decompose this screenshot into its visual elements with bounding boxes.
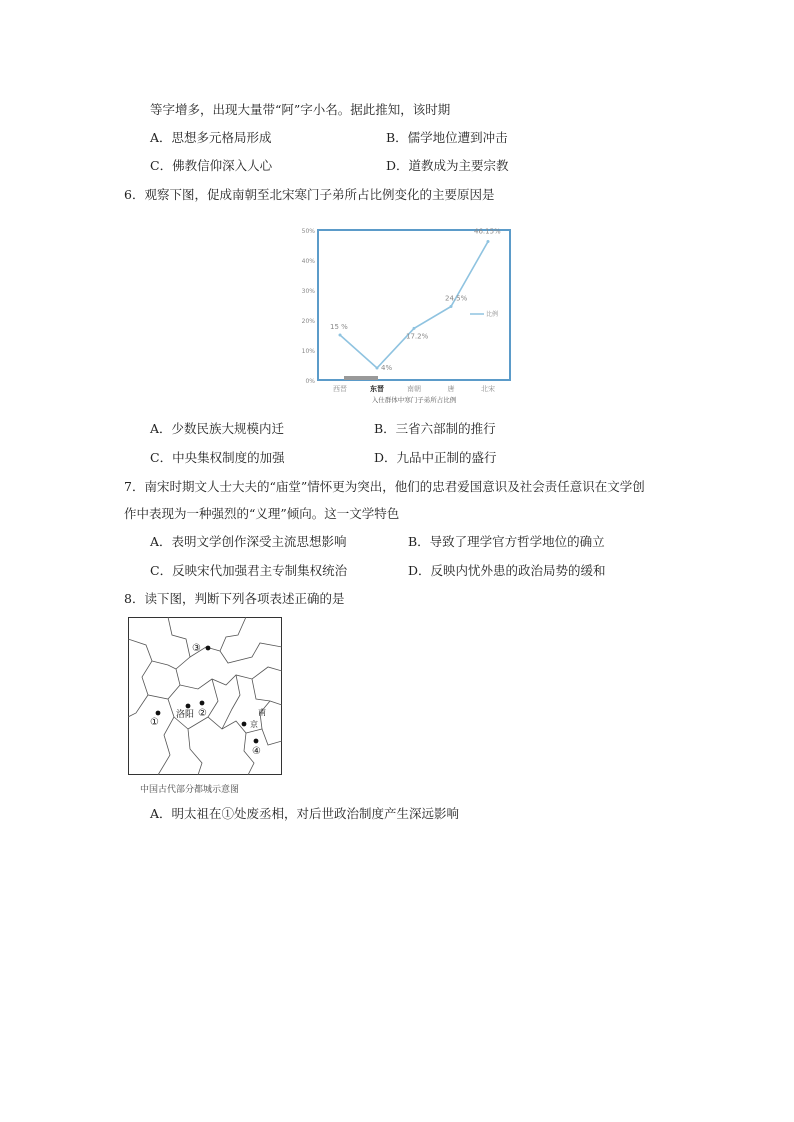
chart-svg	[288, 222, 516, 408]
y-tick-label: 10%	[301, 348, 315, 355]
map-label-4: ④	[252, 746, 261, 757]
q6-option-d: D．九品中正制的盛行	[374, 450, 497, 465]
series-point	[376, 367, 379, 370]
capital-dot-4	[254, 739, 259, 744]
map-caption: 中国古代部分都城示意图	[140, 785, 240, 795]
legend-label: 比例	[486, 311, 499, 318]
series-point	[487, 240, 490, 243]
x-tick-label: 西晋	[333, 385, 347, 393]
q7-stem-line1: 7．南宋时期文人士大夫的“庙堂”情怀更为突出，他们的忠君爱国意识及社会责任意识在文学创	[124, 479, 645, 494]
q7-option-c: C．反映宋代加强君主专制集权统治	[150, 563, 348, 578]
x-tick-label: 东晋	[370, 385, 384, 393]
x-tick-label: 南朝	[407, 385, 421, 393]
map-label-1: ①	[150, 717, 159, 728]
y-tick-label: 0%	[305, 378, 315, 385]
q6-option-b: B．三省六部制的推行	[374, 421, 496, 436]
map-label-jing: 京	[250, 720, 258, 729]
q8-stem: 8．读下图，判断下列各项表述正确的是	[124, 591, 345, 606]
x-tick-label: 北宋	[481, 385, 495, 393]
capital-map-svg	[128, 617, 282, 775]
map-label-nan: 南	[258, 708, 266, 717]
series-point	[413, 327, 416, 330]
capital-dot-2	[200, 701, 205, 706]
map-label-2: ②	[198, 708, 207, 719]
series-point	[339, 334, 342, 337]
map-label-luoyang: 洛阳	[176, 710, 195, 720]
data-label: 4%	[381, 364, 393, 372]
x-axis-label: 入仕群体中寒门子弟所占比例	[371, 396, 457, 404]
q8-option-a: A．明太祖在①处废丞相，对后世政治制度产生深远影响	[150, 806, 460, 821]
baseline-bar	[344, 376, 378, 380]
y-tick-label: 40%	[301, 258, 315, 265]
data-label: 15 %	[330, 323, 348, 331]
q6-option-a: A．少数民族大规模内迁	[150, 421, 285, 436]
q7-stem-line2: 作中表现为一种强烈的“义理”倾向。这一文学特色	[124, 506, 400, 521]
q5-stem-tail: 等字增多，出现大量带“阿”字小名。据此推知，该时期	[150, 102, 451, 117]
x-tick-label: 唐	[447, 385, 455, 393]
q6-option-c: C．中央集权制度的加强	[150, 450, 285, 465]
series-point	[450, 305, 453, 308]
q5-option-d: D．道教成为主要宗教	[386, 158, 509, 173]
map-label-3: ③	[192, 643, 201, 654]
q5-option-c: C．佛教信仰深入人心	[150, 158, 273, 173]
y-tick-label: 30%	[301, 288, 315, 295]
q7-option-a: A．表明文学创作深受主流思想影响	[150, 534, 347, 549]
series-line	[340, 242, 488, 368]
q6-line-chart	[288, 222, 516, 408]
capital-dot-luoyang	[186, 704, 191, 709]
capital-dot-nanjing	[242, 722, 247, 727]
capital-dot-3	[206, 646, 211, 651]
y-tick-label: 50%	[301, 228, 315, 235]
q7-option-d: D．反映内忧外患的政治局势的缓和	[408, 563, 606, 578]
q5-option-a: A．思想多元格局形成	[150, 130, 272, 145]
y-tick-label: 20%	[301, 318, 315, 325]
data-label: 46.15%	[474, 227, 501, 236]
data-label: 17.2%	[406, 332, 429, 341]
q7-option-b: B．导致了理学官方哲学地位的确立	[408, 534, 605, 549]
q8-map	[128, 617, 282, 775]
q5-option-b: B．儒学地位遭到冲击	[386, 130, 508, 145]
data-label: 24.5%	[445, 294, 468, 303]
capital-dot-1	[156, 711, 161, 716]
q6-stem: 6．观察下图，促成南朝至北宋寒门子弟所占比例变化的主要原因是	[124, 187, 495, 202]
